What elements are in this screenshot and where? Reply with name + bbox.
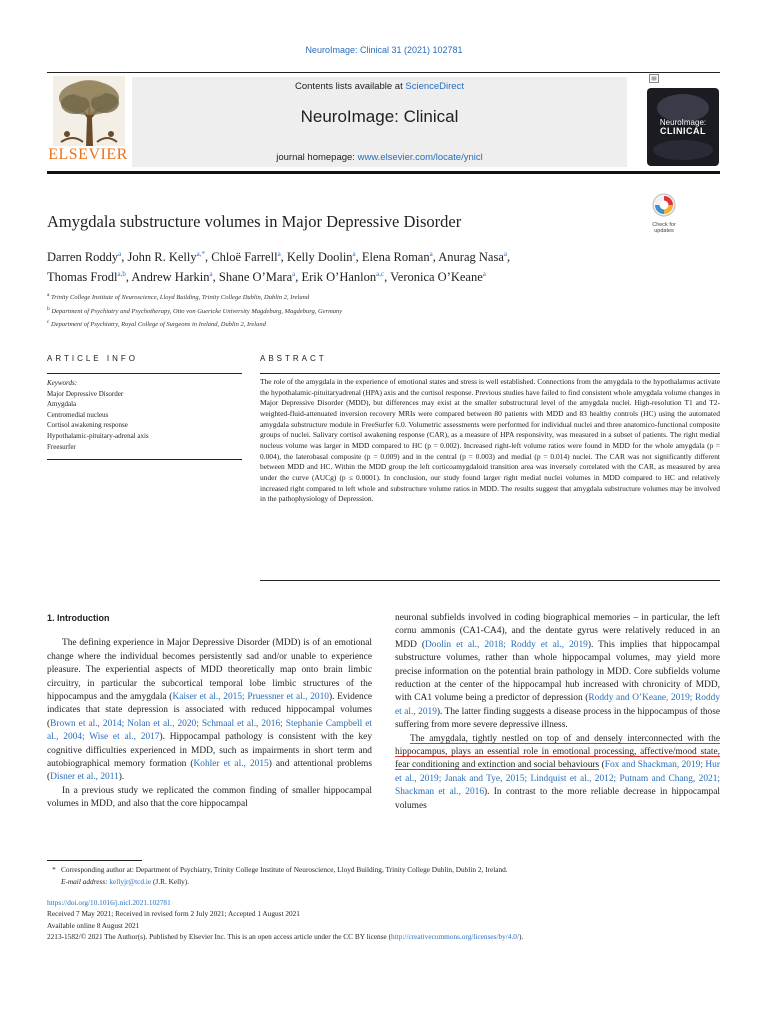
corresponding-author-footnote: [47, 864, 727, 887]
journal-cover-image[interactable]: [647, 88, 719, 166]
cover-line-1: NeuroImage:: [659, 118, 707, 127]
reference-link[interactable]: Kaiser et al., 2015; Pruessner et al., 2010: [172, 692, 329, 703]
author-affiliation-marker[interactable]: a: [209, 270, 213, 279]
affiliation-item: $^b$ Department of Psychiatry and Psychotherapy, Otto von Guericke University Magdeburg, Magdeburg, Germany: [47, 305, 343, 315]
received-dates: Received 7 May 2021; Received in revised form 2 July 2021; Accepted 1 August 2021: [47, 909, 300, 919]
author-name[interactable]: Chloë Farrell: [211, 250, 278, 265]
header-rule: [47, 72, 720, 73]
reference-link[interactable]: Kohler et al., 2015: [193, 759, 269, 770]
contents-line: [132, 81, 627, 92]
body-column-right: [395, 612, 720, 813]
paragraph: The amygdala, tightly nestled on top of and densely interconnected with the hippocampus, plays an essential role in emotional processing, affective/mood state, fear conditioning and extinction and social behaviours (Fox and Shackman, 2019; Hur et al., 2019; Janak and Tye, 2015; Lindquist et al., 2012; Putnam and Chang, 2021; Shackman et al., 2016). In contrast to the more reliable decrease in hippocampal volumes: [395, 733, 721, 811]
highlighted-text: The amygdala, tightly nestled on top of and densely interconnected with the hippocampus, plays an essential role in emotional processing, affective/mood state, fear conditioning and extinction and social behaviours: [395, 733, 720, 771]
author-name[interactable]: Shane O’Mara: [218, 270, 293, 285]
cover-line-2: CLINICAL: [660, 126, 706, 136]
header-thick-rule: [47, 171, 720, 174]
elsevier-tree-logo-icon: [53, 76, 125, 146]
contents-prefix: Contents lists available at: [295, 81, 403, 92]
crossmark-label-2: updates: [654, 228, 674, 234]
author-name[interactable]: Thomas Frodl: [47, 270, 118, 285]
journal-small-icon: [649, 74, 659, 83]
abstract-text: The role of the amygdala in the experience of emotional states and stress is well established. Connections from the amygdala to the hypothalamus activate the hypothalamic-pituitaryadrenal (HPA) axis and the cortisol response. Previous studies have failed to find consistent whole amygdala volume changes in Major Depressive Disorder (MDD), but differences may exist at the smaller substructural level of the amygdala nuclei. High-resolution T1 and T2-weighted-fluid-attenuated inversion recovery MRIs were compared between 80 patients with MDD and 83 healthy controls (HC) using the automated amygdala substructure module in FreeSurfer 6.0. Volumetric assessments were performed for individual nuclei and three anatomico-functional composite groups of nuclei. Salivary cortisol awakening response (CAR), as a measure of HPA responsivity, was measured in a subset of patients. The right medial nucleus volume was larger in MDD compared to HC (p = 0.002). Increased right-left volume ratios were found in MDD for the whole amygdala (p = 0.004), the laterobasal composite (p = 0.009) and in the central (p = 0.003) and medial (p = 0.014) nuclei. The CAR was not significantly different between MDD and HC. Within the MDD group the left corticoamygdaloid transition area was inversely correlated with the CAR, as measured by area under the curve (AUCg) (p ≤ 0.0001). In conclusion, our study found larger right medial nuclei volumes in MDD compared to HC and relatively increased right compared to left whole and substructure volume ratios in MDD. The results suggest that amygdala substructure volumes may be involved in the pathophysiology of Depression.: [260, 377, 720, 504]
keyword-item: Major Depressive Disorder: [47, 389, 124, 398]
elsevier-logo[interactable]: [47, 76, 129, 166]
journal-title: NeuroImage: Clinical: [300, 107, 459, 126]
author-affiliation-marker[interactable]: a: [277, 250, 281, 258]
footnote-asterisk: *: [52, 865, 56, 874]
license-line: 2213-1582/© 2021 The Author(s). Published by Elsevier Inc. This is an open access article under the CC BY license (http://creativecommons.org/licenses/by/4.0/).: [47, 932, 524, 942]
license-link[interactable]: http://creativecommons.org/licenses/by/4.0/: [391, 932, 519, 942]
affiliation-item: $^c$ Department of Psychiatry, Royal College of Surgeons in Ireland, Dublin 2, Ireland: [47, 319, 266, 329]
reference-link[interactable]: Doolin et al., 2018; Roddy et al., 2019: [425, 639, 588, 650]
doi-link[interactable]: https://doi.org/10.1016/j.nicl.2021.102781: [47, 898, 171, 907]
author-affiliation-marker[interactable]: a,*: [196, 250, 205, 258]
footnote-rule: [47, 860, 142, 861]
author-affiliation-marker[interactable]: a: [118, 250, 122, 258]
author-name[interactable]: John R. Kelly: [127, 250, 197, 265]
author-name[interactable]: Kelly Doolin: [286, 250, 353, 265]
homepage-line: [132, 152, 627, 163]
author-name[interactable]: Elena Roman: [361, 250, 430, 265]
author-affiliation-marker[interactable]: a: [503, 250, 507, 258]
affiliation-item: $^a$ Trinity College Institute of Neuroscience, Lloyd Building, Trinity College Dublin, Dublin 2, Ireland: [47, 292, 310, 302]
body-column-left: [47, 612, 372, 812]
keywords-label: Keywords:: [47, 379, 78, 387]
reference-link[interactable]: Brown et al., 2014; Nolan et al., 2020; Schmaal et al., 2016; Stephanie Campbell et al., 2004; Wise et al., 2017: [47, 718, 372, 743]
reference-link[interactable]: Disner et al., 2011: [50, 772, 119, 783]
author-affiliation-marker[interactable]: a,c: [376, 270, 385, 279]
article-info-heading: ARTICLE INFO: [47, 354, 138, 363]
keyword-item: Cortisol awakening response: [47, 421, 128, 430]
author-affiliation-marker[interactable]: a: [292, 270, 296, 279]
reference-link[interactable]: Roddy and O’Keane, 2019; Roddy et al., 2019: [395, 693, 721, 717]
author-line-1: Darren Roddy$^a$, John R. Kelly$^{a,*}$, Chloë Farrell$^a$, Kelly Doolin$^a$, Elena Roman$^a$, Anurag Nasa$^a$,: [47, 250, 511, 265]
keywords-list: [47, 389, 242, 453]
abstract-rule: [260, 373, 720, 374]
section-heading-introduction: 1. Introduction: [47, 613, 110, 623]
abstract-heading: ABSTRACT: [260, 354, 327, 363]
keyword-item: Centromedial nucleus: [47, 410, 109, 419]
available-online: Available online 8 August 2021: [47, 920, 140, 930]
email-link[interactable]: kellyjr@tcd.ie: [109, 876, 152, 886]
article-title: Amygdala substructure volumes in Major Depressive Disorder: [47, 212, 462, 231]
paragraph: neuronal subfields involved in coding biographical memories – in particular, the left cornu ammonis (CA1-CA4), and the dentate gyrus were relatively reduced in an MDD (Doolin et al., 2018; Roddy et al., 2019). This implies that hippocampal substructure volumes, rather than whole hippocampal volumes, may yield more precise information on the potential brain pathology in MDD. Core subfields volume reduction at the center of the hippocampal hub increased with chronicity of MDD, with CA1 volume being a predictor of depression (Roddy and O’Keane, 2019; Roddy et al., 2019). The latter finding suggests a disease process in the hippocampus of those suffering from more severe depressive illness.: [395, 613, 721, 731]
affiliation-list: [47, 290, 342, 331]
author-line-2: Thomas Frodl$^{a,b}$, Andrew Harkin$^a$, Shane O’Mara$^a$, Erik O’Hanlon$^{a,c}$, Veronica O’Keane$^a$: [47, 270, 486, 285]
paragraph: In a previous study we replicated the common finding of smaller hippocampal volumes in MDD, and also that the core hippocampal: [47, 785, 372, 810]
sciencedirect-link[interactable]: ScienceDirect: [405, 81, 464, 92]
keyword-item: Hypothalamic-pituitary-adrenal axis: [47, 431, 149, 440]
author-name[interactable]: Andrew Harkin: [131, 270, 210, 285]
footnote-line-1: * Corresponding author at: Department of Psychiatry, Trinity College Institute of Neuroscience, Lloyd Building, Trinity College Dublin, Dublin 2, Ireland.: [47, 864, 727, 876]
author-name[interactable]: Veronica O’Keane: [390, 270, 483, 285]
elsevier-wordmark: ELSEVIER: [48, 146, 128, 163]
publication-info: [47, 897, 737, 943]
author-affiliation-marker[interactable]: a: [429, 250, 433, 258]
reference-link[interactable]: Fox and Shackman, 2019; Hur et al., 2019; Janak and Tye, 2015; Lindquist et al., 2012; Putnam and Chang, 2021; Shackman et al., 2016: [395, 760, 720, 798]
keyword-item: Freesurfer: [47, 442, 76, 451]
author-list: [47, 246, 687, 286]
footnote-line-2: E-mail address: kellyjr@tcd.ie (J.R. Kelly).: [61, 876, 190, 886]
author-name[interactable]: Anurag Nasa: [438, 250, 504, 265]
keywords-box: [47, 378, 242, 452]
check-for-updates-button[interactable]: [647, 193, 681, 234]
keyword-item: Amygdala: [47, 400, 77, 409]
journal-homepage-link[interactable]: www.elsevier.com/locate/ynicl: [357, 152, 483, 163]
author-affiliation-marker[interactable]: a,b: [117, 270, 126, 279]
author-affiliation-marker[interactable]: a: [352, 250, 356, 258]
author-name[interactable]: Erik O’Hanlon: [301, 270, 377, 285]
journal-banner: [132, 77, 627, 167]
keywords-rule: [47, 459, 242, 460]
author-affiliation-marker[interactable]: a: [482, 270, 486, 279]
paragraph: The defining experience in Major Depressive Disorder (MDD) is of an emotional change where the individual becomes persistently sad and/or unable to experience pleasure. The experiential aspects of MDD theoretically map onto brain limbic circuitry, in particular the subcortical temporal lobe limbic structures of the hippocampus and the amygdala (Kaiser et al., 2015; Pruessner et al., 2010). Evidence indicates that state depression is associated with reduced hippocampal volumes (Brown et al., 2014; Nolan et al., 2020; Schmaal et al., 2016; Stephanie Campbell et al., 2004; Wise et al., 2017). Hippocampal pathology is consistent with the key cognitive difficulties experienced in MDD, such as impairments in short term and autobiographical memory formation (Kohler et al., 2015) and attentional problems (Disner et al., 2011).: [47, 638, 373, 783]
cover-title: [647, 118, 719, 136]
author-name[interactable]: Darren Roddy: [47, 250, 119, 265]
article-info-rule: [47, 373, 242, 374]
homepage-prefix: journal homepage:: [276, 152, 355, 163]
crossmark-icon: [652, 193, 676, 217]
abstract-end-rule: [260, 580, 720, 581]
crossmark-label-1: Check for: [652, 222, 676, 228]
journal-citation-link[interactable]: NeuroImage: Clinical 31 (2021) 102781: [305, 45, 463, 55]
